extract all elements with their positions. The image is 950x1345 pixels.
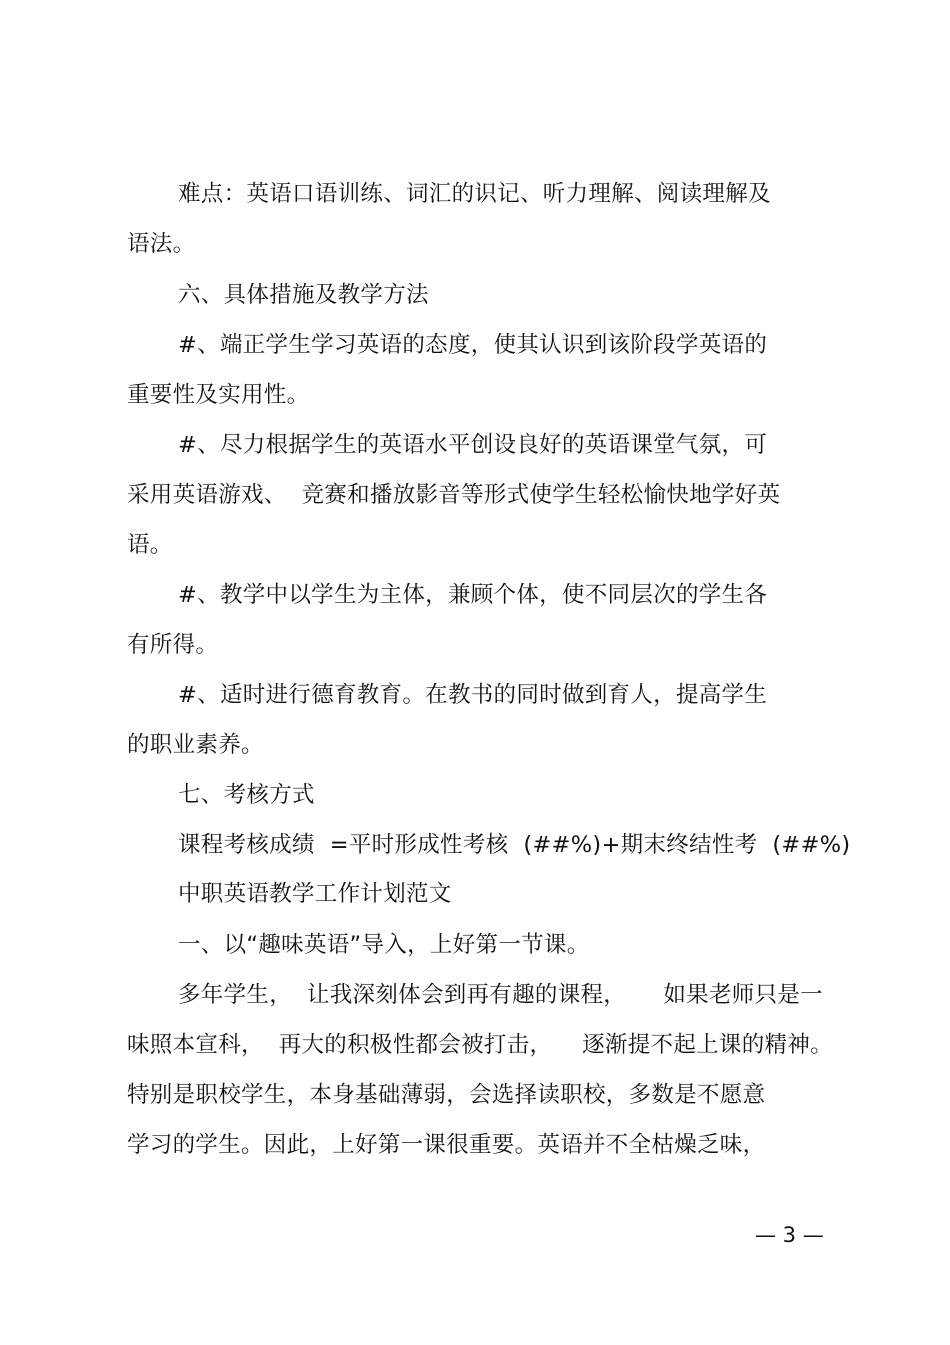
text-line-item4-cont: 的职业素养。: [127, 732, 264, 758]
section-heading-intro: 一、以“趣味英语”导入，上好第一节课。: [178, 932, 590, 958]
document-title-plan: 中职英语教学工作计划范文: [178, 881, 452, 907]
text-line-assessment-formula: 课程考核成绩 =平时形成性考核 (##%)+期末终结性考 (##%): [178, 832, 851, 858]
text-line-item2: #、尽力根据学生的英语水平创设良好的英语课堂气氛，可: [178, 432, 768, 458]
text-line-para1: 多年学生， 让我深刻体会到再有趣的课程， 如果老师只是一: [178, 982, 823, 1008]
section-heading-measures: 六、具体措施及教学方法: [178, 282, 429, 308]
page-number: — 3 —: [755, 1223, 824, 1247]
section-heading-assessment: 七、考核方式: [178, 782, 315, 808]
text-line-grammar: 语法。: [127, 231, 196, 257]
text-line-item3: #、教学中以学生为主体，兼顾个体，使不同层次的学生各: [178, 582, 768, 608]
text-line-para1-cont3: 学习的学生。因此，上好第一课很重要。英语并不全枯燥乏味，: [127, 1132, 766, 1158]
text-line-para1-cont2: 特别是职校学生，本身基础薄弱，会选择读职校，多数是不愿意: [127, 1082, 766, 1108]
text-line-item2-cont: 采用英语游戏、 竞赛和播放影音等形式使学生轻松愉快地学好英: [127, 482, 781, 508]
text-line-item1-cont: 重要性及实用性。: [127, 382, 310, 408]
text-line-para1-cont1: 味照本宣科， 再大的积极性都会被打击， 逐渐提不起上课的精神。: [127, 1032, 833, 1058]
text-line-item4: #、适时进行德育教育。在教书的同时做到育人，提高学生: [178, 682, 768, 708]
text-line-item1: #、端正学生学习英语的态度，使其认识到该阶段学英语的: [178, 332, 768, 358]
text-line-item3-cont: 有所得。: [127, 632, 219, 658]
text-line-item2-end: 语。: [127, 532, 173, 558]
text-line-difficulty: 难点：英语口语训练、词汇的识记、听力理解、阅读理解及: [178, 181, 771, 207]
